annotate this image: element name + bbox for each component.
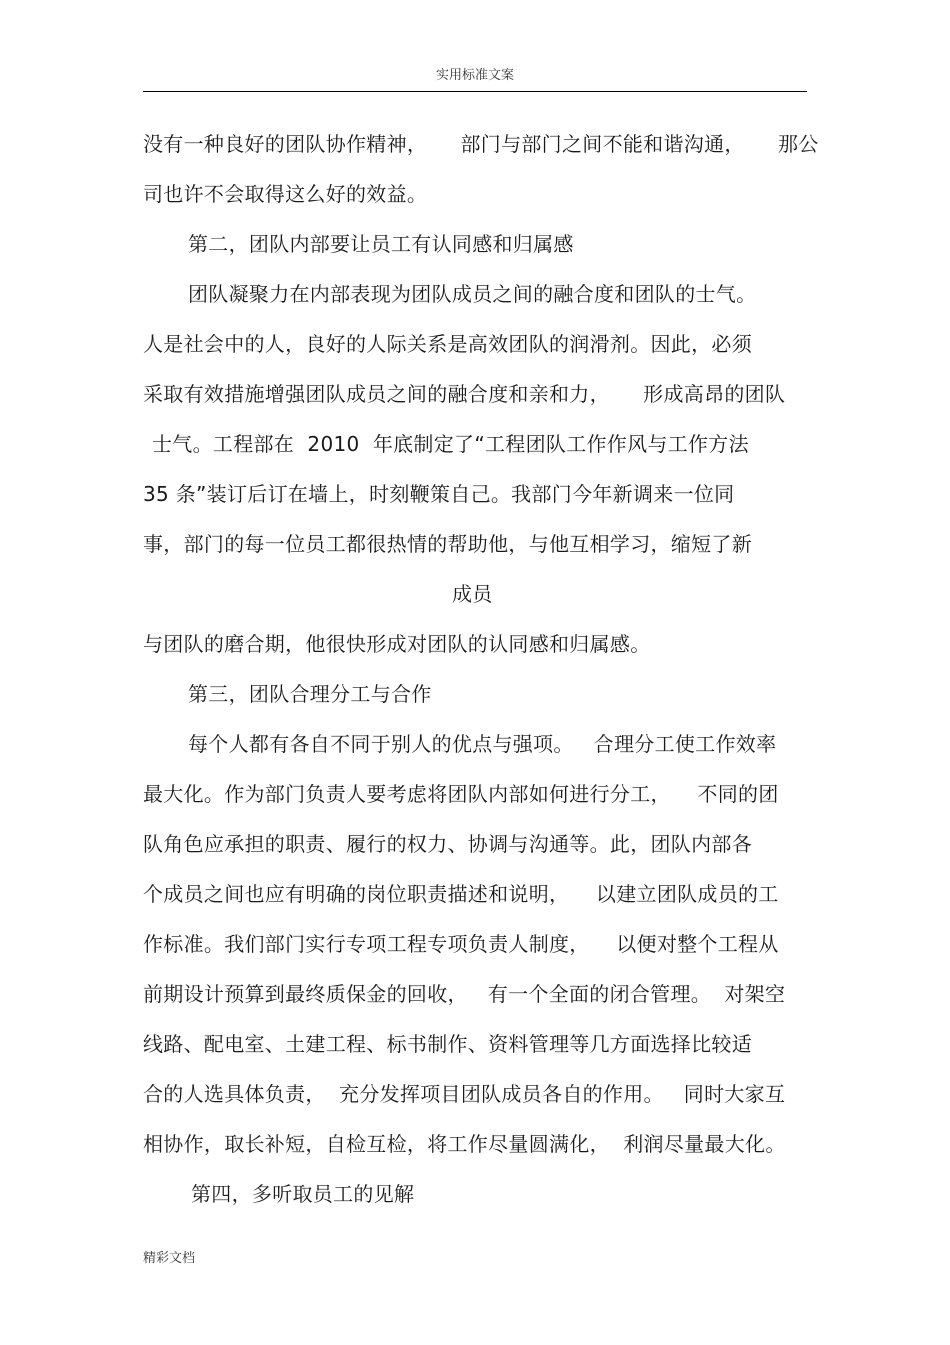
text-line: 个成员之间也应有明确的岗位职责描述和说明， 以建立团队成员的工 bbox=[143, 882, 779, 906]
text-line: 队角色应承担的职责、履行的权力、协调与沟通等。此，团队内部各 bbox=[143, 832, 752, 856]
text-line: 团队凝聚力在内部表现为团队成员之间的融合度和团队的士气。 bbox=[188, 282, 757, 306]
text-line: 没有一种良好的团队协作精神， 部门与部门之间不能和谐沟通， 那公 bbox=[143, 132, 819, 156]
text-line: 采取有效措施增强团队成员之间的融合度和亲和力， 形成高昂的团队 bbox=[143, 382, 786, 406]
section-heading-3: 第三，团队合理分工与合作 bbox=[188, 682, 432, 706]
page-footer-text: 精彩文档 bbox=[143, 1251, 196, 1266]
text-line: 司也许不会取得这么好的效益。 bbox=[143, 182, 428, 206]
text-line: 合的人选具体负责， 充分发挥项目团队成员各自的作用。 同时大家互 bbox=[143, 1082, 786, 1106]
text-line: 作标准。我们部门实行专项工程专项负责人制度， 以便对整个工程从 bbox=[143, 932, 779, 956]
text-line: 每个人都有各自不同于别人的优点与强项。 合理分工使工作效率 bbox=[188, 732, 777, 756]
text-line: 最大化。作为部门负责人要考虑将团队内部如何进行分工， 不同的团 bbox=[143, 782, 779, 806]
text-line: 相协作，取长补短，自检互检，将工作尽量圆满化， 利润尽量最大化。 bbox=[143, 1132, 786, 1156]
text-line: 与团队的磨合期，他很快形成对团队的认同感和归属感。 bbox=[143, 632, 651, 656]
text-line: 事，部门的每一位员工都很热情的帮助他，与他互相学习，缩短了新 bbox=[143, 532, 752, 556]
section-heading-2: 第二，团队内部要让员工有认同感和归属感 bbox=[188, 232, 574, 256]
text-line: 成员 bbox=[452, 582, 493, 606]
page-header-title: 实用标准文案 bbox=[435, 68, 514, 83]
text-line: 人是社会中的人，良好的人际关系是高效团队的润滑剂。因此，必须 bbox=[143, 332, 752, 356]
text-line: 士气。工程部在 2010 年底制定了“工程团队工作作风与工作方法 bbox=[152, 432, 749, 456]
text-line: 35 条”装订后订在墙上，时刻鞭策自己。我部门今年新调来一位同 bbox=[143, 482, 735, 506]
section-heading-4: 第四，多听取员工的见解 bbox=[191, 1182, 415, 1206]
text-line: 前期设计预算到最终质保金的回收， 有一个全面的闭合管理。 对架空 bbox=[143, 982, 786, 1006]
header-rule bbox=[143, 91, 807, 92]
text-line: 线路、配电室、土建工程、标书制作、资料管理等几方面选择比较适 bbox=[143, 1032, 752, 1056]
